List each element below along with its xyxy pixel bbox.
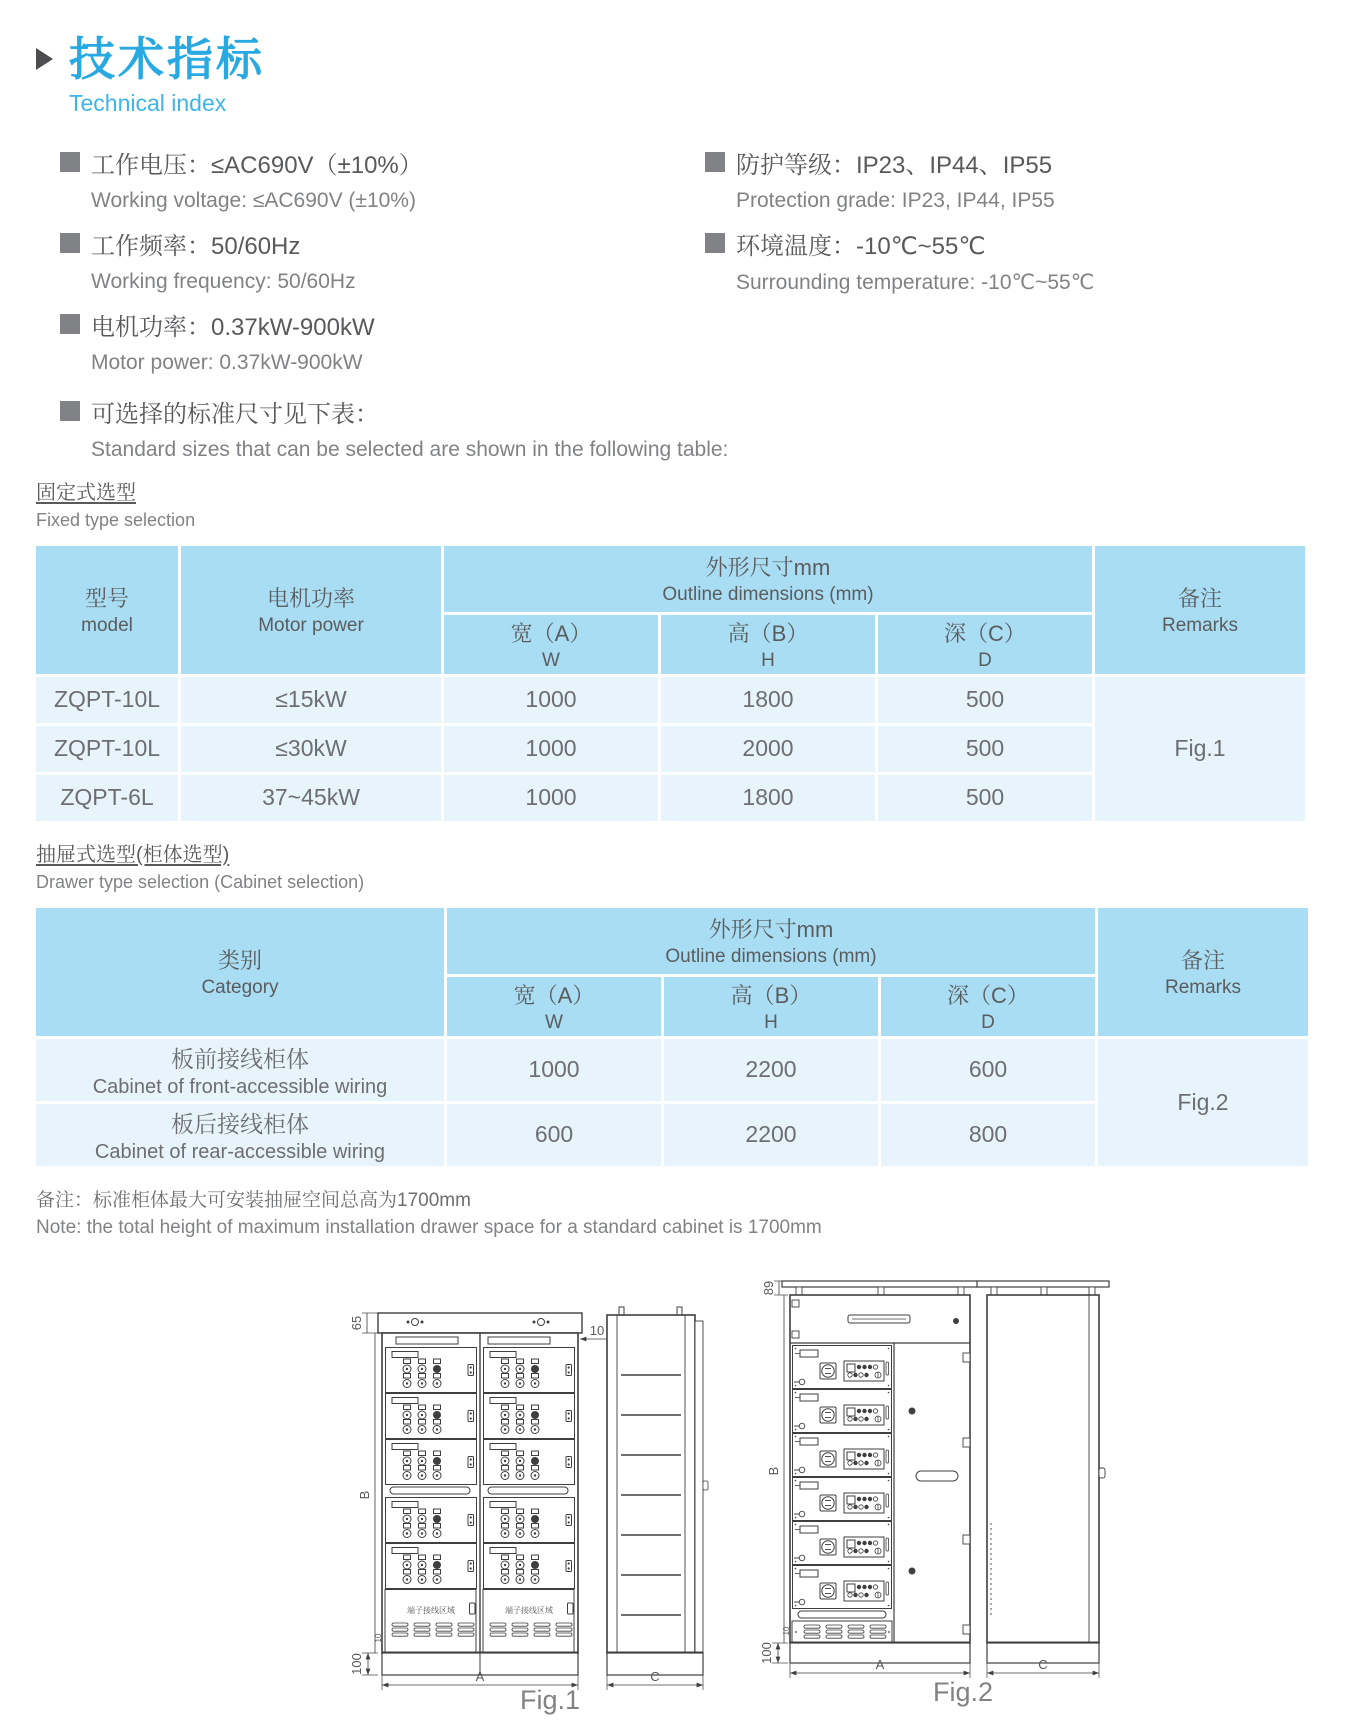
cell-category: 板前接线柜体 Cabinet of front-accessible wiring [36, 1039, 444, 1101]
spec-item-standard-sizes [60, 394, 1357, 462]
fixed-section-zh: 固定式选型 [36, 481, 136, 504]
spec-zh: 环境温度：-10℃~55℃ [736, 232, 986, 260]
spec-zh: 可选择的标准尺寸见下表： [91, 400, 379, 428]
col-header-height: 高（B） H [661, 615, 875, 674]
spec-en: Standard sizes that can be selected are shown in the following table: [91, 437, 729, 461]
cell-depth: 800 [881, 1104, 1095, 1166]
cell-width: 1000 [444, 726, 658, 772]
drawer-section-en: Drawer type selection (Cabinet selection) [36, 871, 365, 892]
spec-en: Working voltage: ≤AC690V (±10%) [91, 188, 416, 212]
drawer-section-zh: 抽屉式选型(柜体选型) [36, 843, 230, 866]
cell-depth: 600 [881, 1039, 1095, 1101]
cell-height: 1800 [661, 775, 875, 821]
col-header-width: 宽（A） W [444, 615, 658, 674]
spec-zh: 工作电压：≤AC690V（±10%） [91, 151, 423, 179]
cell-height: 2000 [661, 726, 875, 772]
footnote-en: Note: the total height of maximum installation drawer space for a standard cabinet is 1700mm [36, 1216, 822, 1238]
terminal-area-label: 端子接线区域 [505, 1605, 553, 1615]
col-header-height: 高（B） H [664, 977, 878, 1036]
fig2-dim-vent: 10 [782, 1626, 791, 1636]
bullet-square-icon [705, 233, 725, 253]
footnote [36, 1185, 1357, 1239]
cell-depth: 500 [878, 677, 1092, 723]
page-title-zh: 技术指标 [69, 33, 265, 85]
cell-depth: 500 [878, 726, 1092, 772]
cell-model: ZQPT-10L [36, 726, 178, 772]
bullet-square-icon [60, 152, 80, 172]
spec-item-surrounding-temperature [705, 226, 1357, 295]
page-title-en: Technical index [69, 89, 227, 116]
drawer-type-table [33, 905, 1311, 1169]
table-row [36, 1039, 1308, 1101]
spec-item-working-voltage [60, 145, 705, 213]
cell-width: 1000 [444, 775, 658, 821]
bullet-square-icon [60, 233, 80, 253]
fig1-caption: Fig.1 [519, 1684, 581, 1715]
cell-remarks: Fig.2 [1098, 1039, 1308, 1166]
cell-width: 1000 [444, 677, 658, 723]
cabinet-drawings [322, 1243, 1132, 1733]
col-header-depth: 深（C） D [881, 977, 1095, 1036]
fig2-dim-depth-c: C [1038, 1656, 1048, 1672]
fixed-type-table [33, 543, 1308, 824]
col-header-width: 宽（A） W [447, 977, 661, 1036]
spec-list [60, 145, 1357, 388]
col-header-outline-dimensions: 外形尺寸mm Outline dimensions (mm) [447, 908, 1095, 974]
col-header-remarks: 备注 Remarks [1095, 546, 1305, 674]
fig1-front-view [349, 1313, 612, 1690]
spec-zh: 工作频率：50/60Hz [91, 232, 301, 260]
fig2-dim-cap-height: 89 [761, 1280, 776, 1295]
col-header-remarks: 备注 Remarks [1098, 908, 1308, 1036]
spec-en: Working frequency: 50/60Hz [91, 269, 356, 293]
fig1-dim-depth-c: C [650, 1668, 660, 1684]
fig1-side-view [607, 1307, 708, 1690]
title-block [0, 0, 1357, 117]
cell-height: 1800 [661, 677, 875, 723]
cell-power: ≤15kW [181, 677, 441, 723]
col-header-model: 型号 model [36, 546, 178, 674]
spec-en: Protection grade: IP23, IP44, IP55 [736, 188, 1055, 212]
spec-zh: 防护等级：IP23、IP44、IP55 [736, 151, 1053, 179]
cell-power: ≤30kW [181, 726, 441, 772]
cell-category: 板后接线柜体 Cabinet of rear-accessible wiring [36, 1104, 444, 1166]
bullet-square-icon [60, 401, 80, 421]
col-header-motor-power: 电机功率 Motor power [181, 546, 441, 674]
fig1-dim-cap-height: 65 [349, 1315, 364, 1330]
fig2-side-view [977, 1281, 1109, 1678]
col-header-outline-dimensions: 外形尺寸mm Outline dimensions (mm) [444, 546, 1092, 612]
cell-width: 600 [447, 1104, 661, 1166]
fig1-dim-height-b: B [357, 1490, 372, 1499]
spec-item-motor-power [60, 307, 705, 375]
spec-item-protection-grade [705, 145, 1357, 213]
section-arrow-icon [36, 48, 53, 70]
fig2-front-view [759, 1280, 978, 1677]
spec-col-left [60, 145, 705, 388]
table-row [36, 677, 1305, 723]
cell-height: 2200 [664, 1039, 878, 1101]
figures-block [322, 1243, 1357, 1733]
spec-en: Motor power: 0.37kW-900kW [91, 350, 363, 374]
cell-width: 1000 [447, 1039, 661, 1101]
cell-depth: 500 [878, 775, 1092, 821]
fig2-caption: Fig.2 [932, 1676, 994, 1707]
spec-item-working-frequency [60, 226, 705, 294]
bullet-square-icon [705, 152, 725, 172]
spec-col-right [705, 145, 1357, 388]
spec-zh: 电机功率：0.37kW-900kW [91, 313, 375, 341]
fig1-dim-base: 100 [349, 1652, 364, 1675]
fig1-dim-top-right: 10 [589, 1322, 605, 1338]
cell-power: 37~45kW [181, 775, 441, 821]
fig2-dim-height-b: B [766, 1466, 781, 1475]
fixed-table-section-label [36, 476, 1357, 531]
cell-height: 2200 [664, 1104, 878, 1166]
cell-model: ZQPT-6L [36, 775, 178, 821]
cell-remarks: Fig.1 [1095, 677, 1305, 821]
terminal-area-label: 端子接线区域 [407, 1605, 455, 1615]
col-header-category: 类别 Category [36, 908, 444, 1036]
bullet-square-icon [60, 314, 80, 334]
fixed-section-en: Fixed type selection [36, 509, 196, 530]
col-header-depth: 深（C） D [878, 615, 1092, 674]
fig2-dim-width-a: A [875, 1656, 885, 1672]
fig1-dim-vent: 10 [374, 1633, 383, 1643]
footnote-zh: 备注：标准柜体最大可安装抽屉空间总高为1700mm [36, 1189, 471, 1211]
spec-en: Surrounding temperature: -10℃~55℃ [736, 270, 1095, 294]
fig2-dim-base: 100 [759, 1641, 774, 1664]
fig1-dim-width-a: A [475, 1668, 485, 1684]
cell-model: ZQPT-10L [36, 677, 178, 723]
drawer-table-section-label [36, 838, 1357, 893]
